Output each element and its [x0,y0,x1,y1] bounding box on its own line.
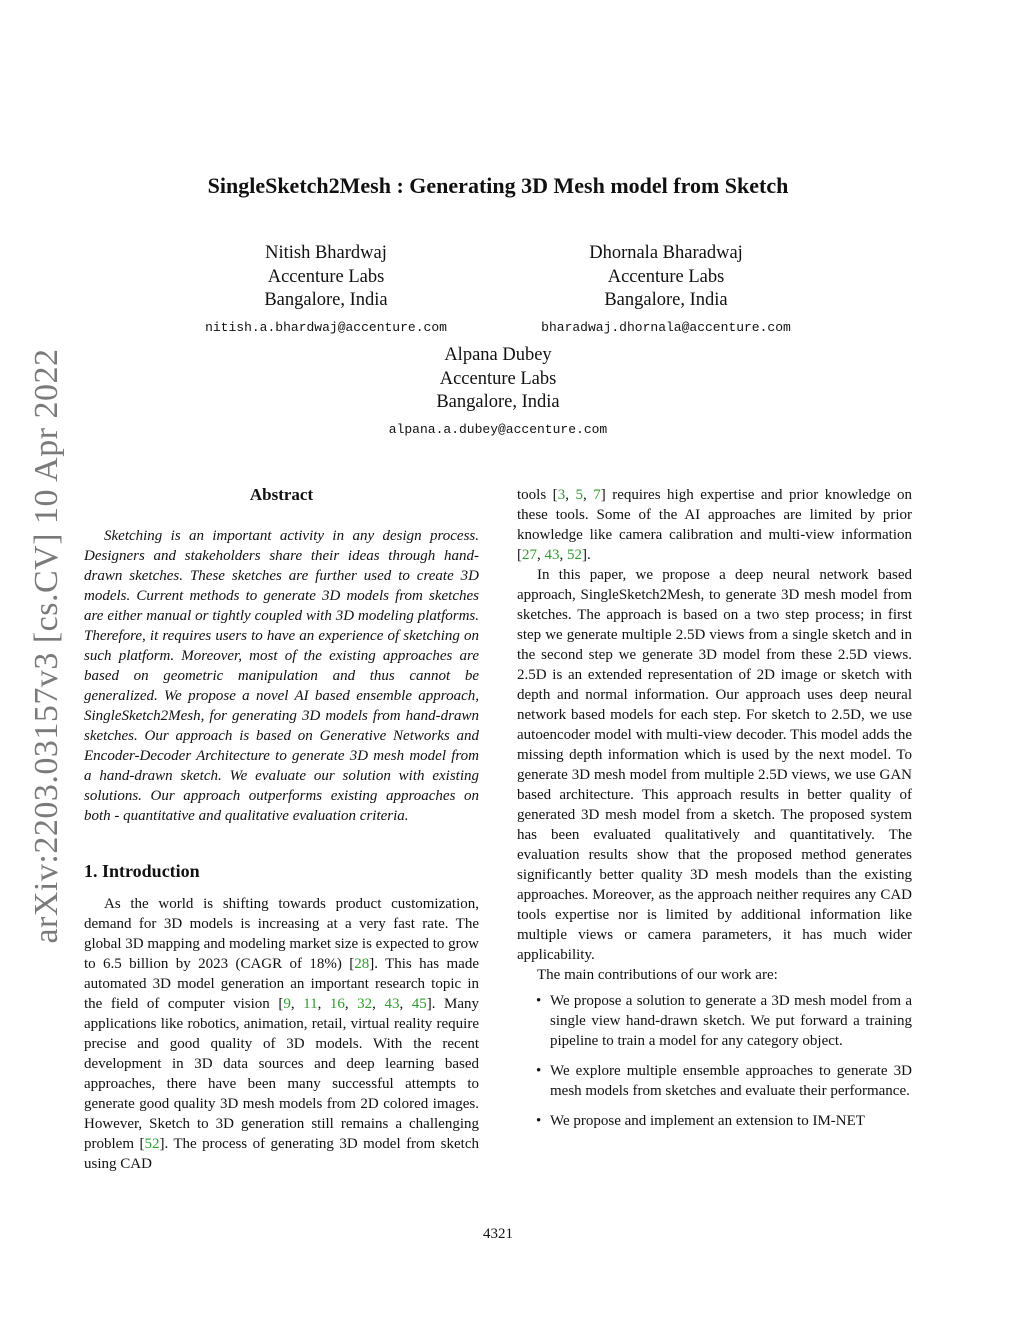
abstract-heading: Abstract [249,485,314,504]
abstract-text: Sketching is an important activity in any design process. Designers and stakeholders share their ideas through hand-drawn sketches. These sketches are further used to create 3D models. Current methods to generate 3D models from sketches are either manual or tightly coupled with 3D modeling platforms. Therefore, it requires users to have an experience of sketching on such platform. Moreover, most of the existing approaches are based on geometric manipulation and thus cannot be generalized. We propose a novel AI based ensemble approach, SingleSketch2Mesh, for generating 3D models from hand-drawn sketches. Our approach is based on Generative Networks and Encoder-Decoder Architecture to generate 3D mesh model from a hand-drawn sketch. We evaluate our solution with existing solutions. Our approach outperforms existing approaches on both - quantitative and qualitative evaluation criteria. [84,528,479,824]
citation-link[interactable]: 3 [557,487,566,503]
author-block-2 [516,242,816,339]
paper-title: SingleSketch2Mesh : Generating 3D Mesh model from Sketch [207,173,789,198]
author-block-3 [348,344,648,441]
author-email: bharadwaj.dhornala@accenture.com [541,319,791,335]
author-name: Alpana Dubey [444,345,552,365]
citation-link[interactable]: 9 [283,996,291,1012]
bullet-icon: • [536,1063,542,1079]
contributions-list [517,991,912,1131]
right-paragraph-continuation: tools [3, 5, 7] requires high expertise and prior knowledge on these tools. Some of the AI approaches are limited by prior knowledge like camera calibration and multi-view information [27, 43, 52]. [517,487,913,563]
introduction-paragraph: As the world is shifting towards product customization, demand for 3D models is increasing at a very fast rate. The global 3D mapping and modeling market size is expected to grow to 6.5 billion by 2023 (CAGR of 18%) [28]. This has made automated 3D model generation an important research topic in the field of computer vision [9, 11, 16, 32, 43, 45]. Many applications like robotics, animation, retail, virtual reality require precise and good quality of 3D models. With the recent development in 3D data sources and deep learning based approaches, there have been many successful attempts to generate good quality 3D mesh models from 2D colored images. However, Sketch to 3D generation still remains a challenging problem [52]. The process of generating 3D model from sketch using CAD [84,896,480,1172]
citation-link[interactable]: 52 [567,547,582,563]
right-column [517,485,912,1141]
citation-link[interactable]: 32 [357,996,373,1012]
author-block-1 [184,242,468,339]
citation-link[interactable]: 45 [411,996,427,1012]
bullet-icon: • [536,1113,542,1129]
author-name: Dhornala Bharadwaj [589,243,743,263]
author-affiliation: Accenture Labs [607,266,725,287]
author-location: Bangalore, India [264,290,388,310]
citation-link[interactable]: 11 [303,996,318,1012]
list-item: • We propose a solution to generate a 3D mesh model from a single view hand-drawn sketch. We put forward a training pipeline to train a model for any category object. [536,993,912,1049]
citation-link[interactable]: 7 [593,487,601,503]
citation-link[interactable]: 27 [522,547,537,563]
citation-link[interactable]: 52 [144,1136,160,1152]
citation-link[interactable]: 5 [575,487,583,503]
list-item: • We explore multiple ensemble approaches to generate 3D mesh models from sketches and evaluate their performance. [536,1063,912,1099]
citation-link[interactable]: 43 [544,547,560,563]
page-number: 4321 [483,1226,513,1242]
author-name: Nitish Bhardwaj [265,243,387,263]
introduction-heading: 1. Introduction [84,861,200,881]
author-location: Bangalore, India [604,290,728,310]
list-item: • We propose and implement an extension to IM-NET [536,1113,865,1129]
citation-link[interactable]: 28 [354,956,370,972]
author-email: nitish.a.bhardwaj@accenture.com [205,319,447,335]
citation-link[interactable]: 43 [384,996,400,1012]
left-column [84,485,479,1174]
arxiv-side-banner: arXiv:2203.03157v3 [cs.CV] 10 Apr 2022 [28,348,65,944]
approach-paragraph: In this paper, we propose a deep neural network based approach, SingleSketch2Mesh, to generate 3D mesh model from sketches. The approach is based on a two step process; in first step we generate multiple 2.5D views from a single sketch and in the second step we generate 3D model from these 2.5D views. 2.5D is an extended representation of 2D image or sketch with depth and normal information. Our approach uses deep neural network based models for each step. For sketch to 2.5D, we use autoencoder model with multi-view decoder. This model adds the missing depth information which is used by the next model. To generate 3D mesh model from multiple 2.5D views, we use GAN based architecture. This approach results in better quality of generated 3D mesh model from a sketch. The proposed system has been evaluated qualitatively and quantitatively. The evaluation results show that the proposed method generates significantly better quality 3D mesh models than the existing approaches. Moreover, as the approach neither requires any CAD tools expertise nor is limited by additional information like multiple views or camera parameters, it has much wider applicability. [517,567,912,963]
author-affiliation: Accenture Labs [267,266,385,287]
author-location: Bangalore, India [436,392,560,412]
author-email: alpana.a.dubey@accenture.com [388,421,608,437]
author-affiliation: Accenture Labs [439,368,557,389]
contributions-intro: The main contributions of our work are: [537,967,778,983]
citation-link[interactable]: 16 [329,996,345,1012]
bullet-icon: • [536,993,542,1009]
